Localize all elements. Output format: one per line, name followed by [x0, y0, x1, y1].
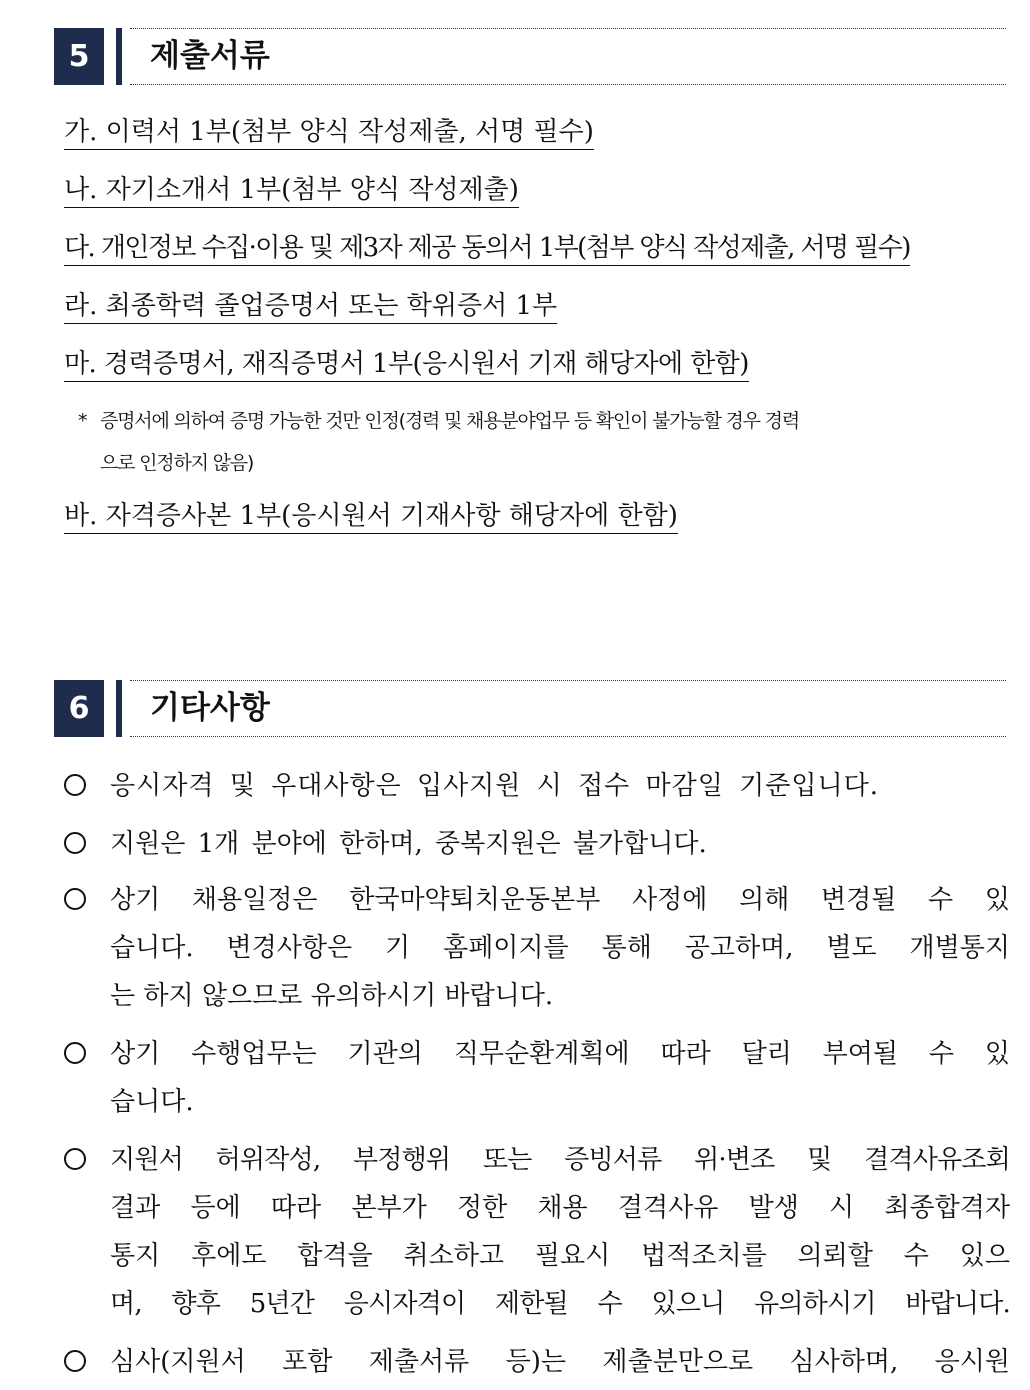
bullet-line: 는 하지 않으므로 유의하시기 바랍니다.	[110, 981, 554, 1011]
section-title: 제출서류	[150, 38, 270, 74]
bullet-line: 상기 채용일정은 한국마약퇴치운동본부 사정에 의해 변경될 수 있	[110, 885, 1010, 915]
item-text: 마. 경력증명서, 재직증명서 1부(응시원서 기재 해당자에 한함)	[64, 349, 749, 382]
bullet-line: 통지 후에도 합격을 취소하고 필요시 법적조치를 의뢰할 수 있으	[110, 1241, 1010, 1271]
circle-bullet-icon	[64, 1042, 86, 1064]
circle-bullet-icon	[64, 1148, 86, 1170]
circle-bullet-icon	[64, 832, 86, 854]
item-text: 바. 자격증사본 1부(응시원서 기재사항 해당자에 한함)	[64, 501, 678, 534]
divider	[130, 84, 1006, 85]
note-text: 으로 인정하지 않음)	[100, 452, 254, 474]
note	[78, 400, 1008, 484]
section-6-header	[54, 680, 1006, 737]
circle-bullet-icon	[64, 774, 86, 796]
bullet-line: 지원서 허위작성, 부정행위 또는 증빙서류 위·변조 및 결격사유조회	[110, 1145, 1010, 1175]
bullet-line: 상기 수행업무는 기관의 직무순환계획에 따라 달리 부여될 수 있	[110, 1039, 1010, 1069]
bullet-line: 심사(지원서 포함 제출서류 등)는 제출분만으로 심사하며, 응시원	[110, 1347, 1010, 1377]
list-item	[64, 112, 594, 152]
bullet-line: 지원은 1개 분야에 한하며, 중복지원은 불가합니다.	[110, 829, 707, 859]
bullet-text	[110, 1030, 1010, 1126]
item-text: 라. 최종학력 졸업증명서 또는 학위증서 1부	[64, 291, 557, 324]
list-item	[64, 286, 557, 326]
bullet-line: 며, 향후 5년간 응시자격이 제한될 수 있으니 유의하시기 바랍니다.	[110, 1289, 1010, 1319]
section-5-header	[54, 28, 1006, 85]
list-item	[64, 496, 678, 536]
note-text: 증명서에 의하여 증명 가능한 것만 인정(경력 및 채용분야업무 등 확인이 불가능할 경우 경력	[100, 410, 799, 432]
bullet-text	[110, 1338, 1010, 1386]
item-text: 나. 자기소개서 1부(첨부 양식 작성제출)	[64, 175, 519, 208]
bullet-text	[110, 820, 1010, 868]
bullet-line: 결과 등에 따라 본부가 정한 채용 결격사유 발생 시 최종합격자	[110, 1193, 1010, 1223]
header-bar	[116, 680, 122, 737]
circle-bullet-icon	[64, 1350, 86, 1372]
bullet-line: 습니다. 변경사항은 기 홈페이지를 통해 공고하며, 별도 개별통지	[110, 933, 1010, 963]
bullet-line: 습니다.	[110, 1087, 194, 1117]
list-item	[64, 344, 749, 384]
divider	[130, 680, 1006, 681]
divider	[130, 736, 1006, 737]
note-marker: *	[78, 410, 87, 432]
list-item	[64, 228, 910, 268]
section-number: 6	[54, 680, 104, 737]
circle-bullet-icon	[64, 888, 86, 910]
list-item	[64, 170, 519, 210]
item-text: 다. 개인정보 수집·이용 및 제3자 제공 동의서 1부(첨부 양식 작성제출, 서명 필수)	[64, 233, 910, 266]
item-text: 가. 이력서 1부(첨부 양식 작성제출, 서명 필수)	[64, 117, 594, 150]
bullet-line: 응시자격 및 우대사항은 입사지원 시 접수 마감일 기준입니다.	[110, 771, 880, 801]
divider	[130, 28, 1006, 29]
bullet-text	[110, 762, 1010, 810]
section-number: 5	[54, 28, 104, 85]
section-title: 기타사항	[150, 690, 270, 726]
header-bar	[116, 28, 122, 85]
bullet-text	[110, 876, 1010, 1020]
bullet-text	[110, 1136, 1010, 1328]
